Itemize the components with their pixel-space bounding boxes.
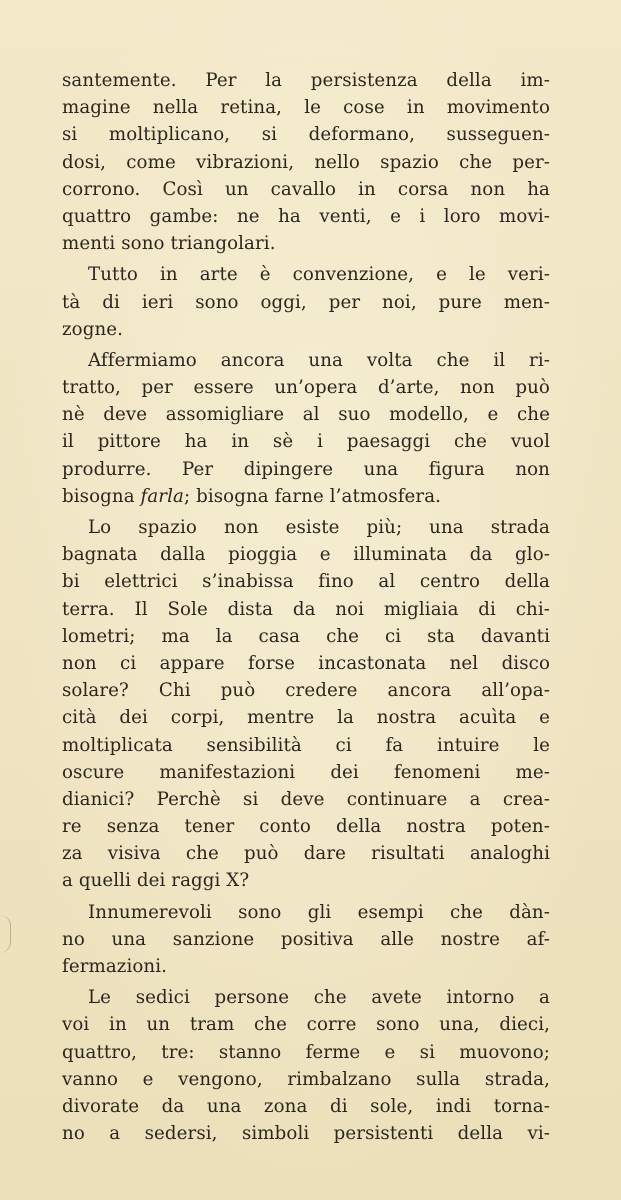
text-line: menti sono triangolari. <box>62 233 276 255</box>
text-line: cità dei corpi, mentre la nostra acuìta e <box>62 707 550 729</box>
text-line: moltiplicata sensibilità ci fa intuire le <box>62 734 550 756</box>
text-line: quattro gambe: ne ha venti, e i loro movi- <box>62 205 550 227</box>
text-line: za visiva che può dare risultati analoghi <box>62 843 550 865</box>
text-line: produrre. Per dipingere una figura non <box>62 458 550 480</box>
text-line: vanno e vengono, rimbalzano sulla strada, <box>62 1068 550 1090</box>
text-line: bagnata dalla pioggia e illuminata da glo- <box>62 544 550 566</box>
text-line: Innumerevoli sono gli esempi che dàn- <box>88 901 550 923</box>
text-line: non ci appare forse incastonata nel disco <box>62 652 550 674</box>
text-line: il pittore ha in sè i paesaggi che vuol <box>62 431 550 453</box>
body-text <box>62 67 550 1147</box>
text-line: Le sedici persone che avete intorno a <box>88 987 550 1009</box>
text-line: dosi, come vibrazioni, nello spazio che per- <box>62 151 550 173</box>
page-edge-mark <box>0 915 11 953</box>
text-line: corrono. Così un cavallo in corsa non ha <box>62 178 550 200</box>
text-line: oscure manifestazioni dei fenomeni me- <box>62 761 550 783</box>
text-line: Lo spazio non esiste più; una strada <box>88 517 550 538</box>
text-line: a quelli dei raggi X? <box>62 870 250 892</box>
text-line: voi in un tram che corre sono una, dieci, <box>62 1014 550 1036</box>
text-line: bi elettrici s’inabissa fino al centro della <box>62 571 550 593</box>
text-line: solare? Chi può credere ancora all’opa- <box>62 680 550 702</box>
text-line: re senza tener conto della nostra poten- <box>62 816 550 838</box>
text-line: santemente. Per la persistenza della im- <box>62 70 550 91</box>
text-line: no a sedersi, simboli persistenti della vi- <box>62 1123 550 1145</box>
text-line: Affermiamo ancora una volta che il ri- <box>88 349 550 371</box>
text-line: terra. Il Sole dista da noi migliaia di chi- <box>62 598 550 620</box>
text-line: quattro, tre: stanno ferme e si muovono; <box>62 1041 550 1063</box>
text-line: magine nella retina, le cose in movimento <box>62 97 550 119</box>
text-line: dianici? Perchè si deve continuare a crea- <box>62 788 550 810</box>
text-line: no una sanzione positiva alle nostre af- <box>62 928 550 950</box>
text-line: si moltiplicano, si deformano, susseguen- <box>62 124 550 146</box>
text-line: nè deve assomigliare al suo modello, e che <box>62 404 550 426</box>
text-line: tà di ieri sono oggi, per noi, pure men- <box>62 291 550 313</box>
text-line: divorate da una zona di sole, indi torna- <box>62 1095 550 1117</box>
text-line: Tutto in arte è convenzione, e le veri- <box>88 264 550 286</box>
italic-word: farla <box>140 485 184 507</box>
text-line: zogne. <box>62 318 124 340</box>
text-line: tratto, per essere un’opera d’arte, non può <box>62 377 550 399</box>
text-line: lometri; ma la casa che ci sta davanti <box>62 625 550 647</box>
text-line: bisogna farla; bisogna farne l’atmosfera. <box>62 485 442 507</box>
text-line: fermazioni. <box>62 956 168 977</box>
